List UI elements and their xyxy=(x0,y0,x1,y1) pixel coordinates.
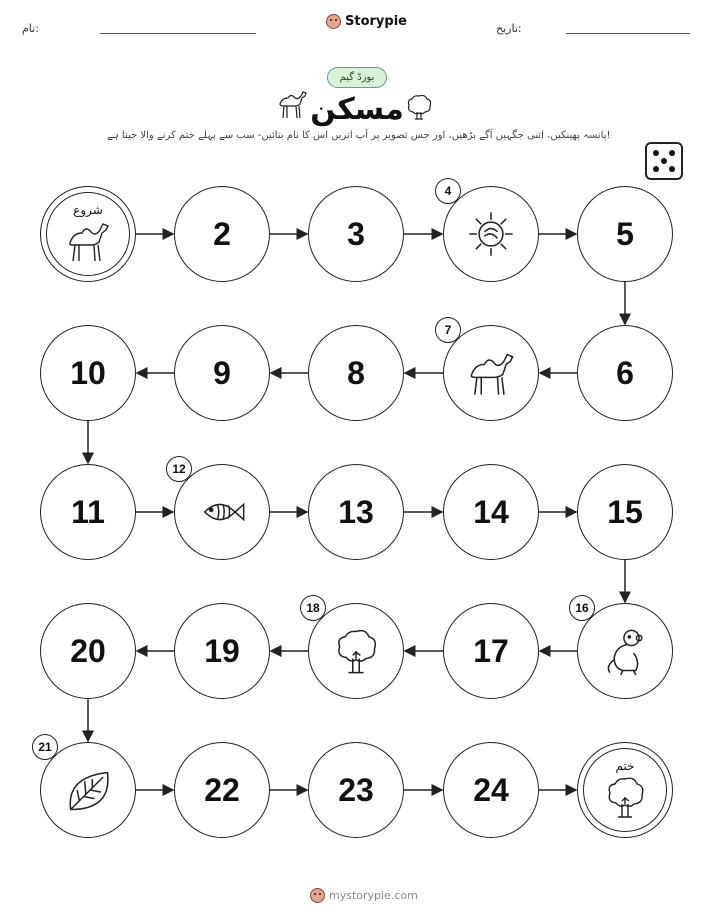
board-space-15[interactable] xyxy=(577,464,673,560)
name-label: نام: xyxy=(22,22,39,35)
leaf-icon xyxy=(62,764,114,816)
bear-icon xyxy=(310,888,325,903)
board-space-23[interactable] xyxy=(308,742,404,838)
fish-icon xyxy=(196,486,248,538)
board-space-19[interactable] xyxy=(174,603,270,699)
space-number: 10 xyxy=(70,354,106,391)
space-number-badge: 21 xyxy=(32,734,58,760)
board-space-9[interactable] xyxy=(174,325,270,421)
board-space-22[interactable] xyxy=(174,742,270,838)
board-space-14[interactable] xyxy=(443,464,539,560)
space-number: 24 xyxy=(473,771,509,808)
board-space-13[interactable] xyxy=(308,464,404,560)
sun-icon xyxy=(465,208,517,260)
brand-name: Storypie xyxy=(345,14,407,29)
tree-icon xyxy=(330,625,382,677)
page-title: مسکن xyxy=(310,92,404,127)
board-space-6[interactable] xyxy=(577,325,673,421)
camel-icon xyxy=(64,217,112,265)
board-space-25[interactable] xyxy=(577,742,673,838)
space-number: 8 xyxy=(347,354,365,391)
start-label: شروع xyxy=(73,203,103,217)
board-space-16[interactable] xyxy=(577,603,673,699)
board-space-24[interactable] xyxy=(443,742,539,838)
game-type-badge: بورڈ گیم xyxy=(327,67,387,88)
board-space-2[interactable] xyxy=(174,186,270,282)
space-number: 20 xyxy=(70,632,106,669)
space-number: 6 xyxy=(616,354,634,391)
monkey-icon xyxy=(599,625,651,677)
board-space-1[interactable] xyxy=(40,186,136,282)
board-space-7[interactable] xyxy=(443,325,539,421)
board-space-10[interactable] xyxy=(40,325,136,421)
space-number: 23 xyxy=(338,771,374,808)
footer xyxy=(310,888,418,903)
space-number-badge: 18 xyxy=(300,595,326,621)
space-number: 3 xyxy=(347,215,365,252)
space-number: 19 xyxy=(204,632,240,669)
space-number: 11 xyxy=(71,493,105,530)
board-space-4[interactable] xyxy=(443,186,539,282)
board-space-20[interactable] xyxy=(40,603,136,699)
space-number: 5 xyxy=(616,215,634,252)
space-number-badge: 16 xyxy=(569,595,595,621)
board-space-21[interactable] xyxy=(40,742,136,838)
board-space-12[interactable] xyxy=(174,464,270,560)
space-number-badge: 7 xyxy=(435,317,461,343)
space-number: 9 xyxy=(213,354,231,391)
space-number: 22 xyxy=(204,771,240,808)
tree-icon xyxy=(601,773,649,821)
instructions: پانسہ پھینکیں، اتنی جگہیں آگے بڑھیں، اور جس تصویر پر آپ اتریں اس کا نام بتائیں- سب سے پہلے ختم کرنے والا جیتا ہے! xyxy=(107,130,611,141)
space-number: 14 xyxy=(473,493,509,530)
end-label: ختم xyxy=(615,759,635,773)
board-space-5[interactable] xyxy=(577,186,673,282)
space-number: 15 xyxy=(607,493,643,530)
board-space-18[interactable] xyxy=(308,603,404,699)
space-number-badge: 12 xyxy=(166,456,192,482)
footer-url[interactable]: mystorypie.com xyxy=(329,889,418,902)
space-number: 2 xyxy=(213,215,231,252)
space-number: 13 xyxy=(338,493,374,530)
board-space-11[interactable] xyxy=(40,464,136,560)
space-number: 17 xyxy=(473,632,509,669)
board-space-8[interactable] xyxy=(308,325,404,421)
space-number-badge: 4 xyxy=(435,178,461,204)
board-space-3[interactable] xyxy=(308,186,404,282)
camel-icon xyxy=(465,347,517,399)
board-space-17[interactable] xyxy=(443,603,539,699)
date-label: تاریخ: xyxy=(496,22,522,35)
